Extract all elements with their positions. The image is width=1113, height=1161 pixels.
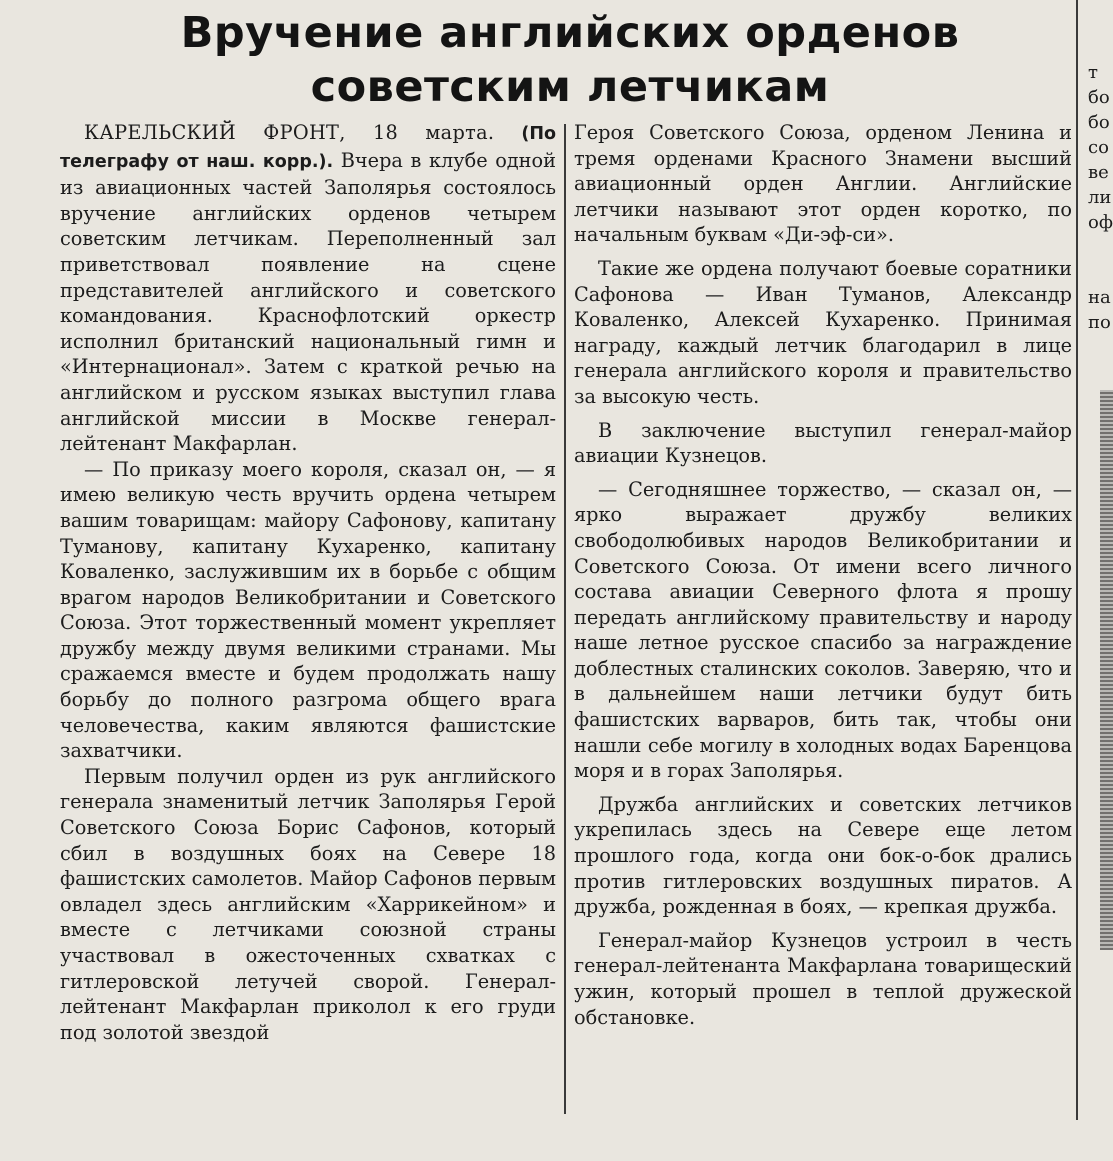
paragraph-text: Вчера в клубе одной из авиационных частей Заполярья состоялось вручение английских орденов четырем советским летчикам. Переполненный зал приветствовал появление на сцене представителей английского и советского командования. Краснофлотский оркестр исполнил британский национальный гимн и «Интернационал». Затем с краткой речью на английском и русском языках выступил глава английской миссии в Москве генерал-лейтенант Макфарлан.	[60, 148, 556, 456]
article-paragraph	[60, 120, 556, 457]
article-middle-column	[574, 120, 1072, 1030]
right-column-divider	[1076, 0, 1078, 1120]
fragment-line: со	[1088, 137, 1109, 158]
article-headline	[120, 6, 1020, 114]
headline-line-1: Вручение английских орденов	[180, 8, 960, 58]
fragment-line: бо	[1088, 112, 1110, 133]
dateline: КАРЕЛЬСКИЙ ФРОНТ, 18 марта.	[84, 121, 495, 144]
article-paragraph: Героя Советского Союза, орденом Ленина и тремя орденами Красного Знамени высший авиационный орден Англии. Английские летчики называют этот орден коротко, по начальным буквам «Ди-эф-си».	[574, 121, 1072, 247]
fragment-line: оф	[1088, 212, 1113, 233]
fragment-line	[1088, 235, 1113, 260]
fragment-line: т	[1088, 62, 1098, 83]
article-paragraph: Дружба английских и советских летчиков укрепилась здесь на Севере еще летом прошлого года, когда они бок-о-бок дрались против гитлеровских воздушных пиратов. А дружба, рожденная в боях, — крепкая дружба.	[574, 792, 1072, 919]
article-paragraph: — По приказу моего короля, сказал он, — я имею великую честь вручить ордена четырем вашим товарищам: майору Сафонову, капитану Туманову, капитану Кухаренко, капитану Коваленко, заслужившим их в борьбе с общим врагом народов Великобритании и Советского Союза. Этот торжественный момент укрепляет дружбу между двумя великими странами. Мы сражаемся вместе и будем продолжать нашу борьбу до полного разгрома общего врага человечества, каким являются фашистские захватчики.	[60, 457, 556, 763]
telegraph-credit: (По телеграфу от наш. корр.).	[60, 124, 556, 172]
fragment-line: по	[1088, 312, 1111, 333]
headline-line-2: советским летчикам	[310, 62, 830, 112]
article-paragraph: Первым получил орден из рук английского генерала знаменитый летчик Заполярья Герой Советского Союза Борис Сафонов, который сбил в воздушных боях на Севере 18 фашистских самолетов. Майор Сафонов первым овладел здесь английским «Харрикейном» и вместе с летчиками союзной страны участвовал в ожесточенных схватках с гитлеровской летучей сворой. Генерал-лейтенант Макфарлан приколол к его груди под золотой звездой	[60, 764, 556, 1044]
fragment-line	[1088, 260, 1113, 285]
fragment-line: бо	[1088, 87, 1110, 108]
article-paragraph: Такие же ордена получают боевые соратники Сафонова — Иван Туманов, Александр Коваленко, Алексей Кухаренко. Принимая награду, каждый летчик благодарил в лице генерала английского короля и правительство за высокую честь.	[574, 256, 1072, 408]
article-left-column	[60, 120, 556, 1045]
halftone-edge	[1100, 390, 1113, 950]
fragment-line: ли	[1088, 187, 1112, 208]
fragment-line: ве	[1088, 162, 1109, 183]
column-divider	[564, 124, 566, 1114]
article-paragraph: Генерал-майор Кузнецов устроил в честь генерал-лейтенанта Макфарлана товарищеский ужин, который прошел в теплой дружеской обстановке.	[574, 928, 1072, 1029]
adjacent-article-fragment	[1088, 60, 1113, 335]
article-paragraph: — Сегодняшнее торжество, — сказал он, — ярко выражает дружбу великих свободолюбивых народов Великобритании и Советского Союза. От имени всего личного состава авиации Северного флота я прошу передать английскому правительству и народу наше летное русское спасибо за награждение доблестных сталинских соколов. Заверяю, что и в дальнейшем наши летчики будут бить фашистских варваров, бить так, чтобы они нашли себе могилу в холодных водах Баренцова моря и в горах Заполярья.	[574, 477, 1072, 783]
article-paragraph: В заключение выступил генерал-майор авиации Кузнецов.	[574, 418, 1072, 468]
fragment-line: на	[1088, 287, 1111, 308]
